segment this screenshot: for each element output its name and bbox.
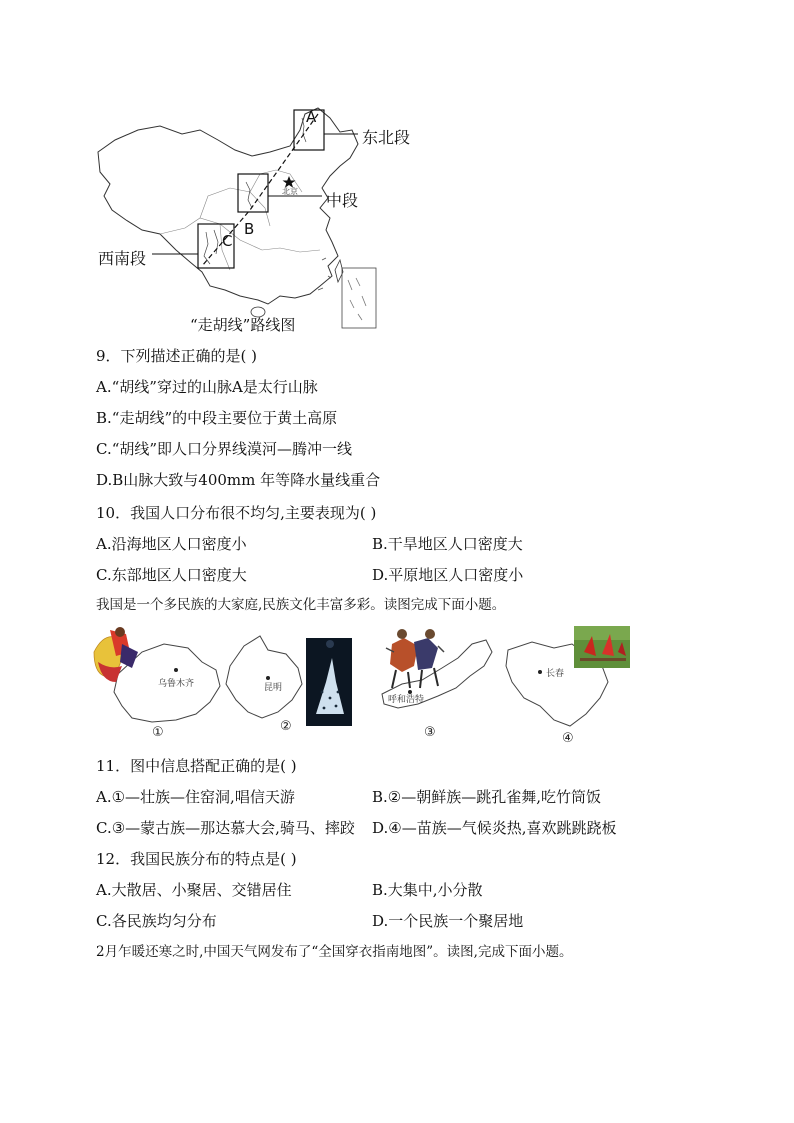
city-dot-urumqi xyxy=(174,668,178,672)
city-label-kunming: 昆明 xyxy=(264,683,283,693)
city-dot-hohhot xyxy=(408,690,412,694)
question-10-option-b: B.干旱地区人口密度大 xyxy=(372,535,523,553)
label-c: C xyxy=(222,232,233,250)
peacock-dancer-image xyxy=(306,638,352,726)
question-12-stem: 12．我国民族分布的特点是( ) xyxy=(96,850,297,868)
question-11-option-a: A.①—壮族—住窑洞,唱信天游 xyxy=(96,788,295,806)
south-china-sea-inset xyxy=(342,268,376,328)
question-11-option-b: B.②—朝鲜族—跳孔雀舞,吃竹筒饭 xyxy=(372,788,602,806)
intro-clothing-map: 2月乍暖还寒之时,中国天气网发布了“全国穿衣指南地图”。读图,完成下面小题。 xyxy=(96,944,573,960)
question-12-option-a: A.大散居、小聚居、交错居住 xyxy=(96,881,292,899)
korean-seesaw-image xyxy=(574,626,630,668)
question-12-option-b: B.大集中,小分散 xyxy=(372,881,483,899)
city-label-hohhot: 呼和浩特 xyxy=(388,695,425,705)
beijing-star-icon xyxy=(283,176,296,188)
question-12-option-d: D.一个民族一个聚居地 xyxy=(372,912,524,930)
label-southwest-section: 西南段 xyxy=(98,249,147,268)
label-middle-section: 中段 xyxy=(326,191,359,210)
map-number-3: ③ xyxy=(424,725,436,740)
map-number-1: ① xyxy=(152,725,164,740)
question-9-option-d: D.B山脉大致与400mm 年等降水量线重合 xyxy=(96,471,381,489)
mongolian-wrestlers-image xyxy=(386,629,444,688)
intro-ethnic: 我国是一个多民族的大家庭,民族文化丰富多彩。读图完成下面小题。 xyxy=(96,597,506,613)
question-10-option-a: A.沿海地区人口密度小 xyxy=(96,535,247,553)
question-10-stem: 10．我国人口分布很不均匀,主要表现为( ) xyxy=(96,504,377,522)
ethnic-maps-row xyxy=(92,622,652,744)
question-9-stem: 9．下列描述正确的是( ) xyxy=(96,347,258,365)
question-11-stem: 11．图中信息搭配正确的是( ) xyxy=(96,757,297,775)
question-11-option-c: C.③—蒙古族—那达慕大会,骑马、摔跤 xyxy=(96,819,355,837)
question-9-option-c: C.“胡线”即人口分界线漠河—腾冲一线 xyxy=(96,440,353,458)
china-border xyxy=(98,108,358,304)
label-northeast-section: 东北段 xyxy=(362,128,411,147)
city-label-changchun: 长春 xyxy=(546,669,565,679)
question-10-option-c: C.东部地区人口密度大 xyxy=(96,566,247,584)
label-b: B xyxy=(244,220,255,238)
question-12-option-c: C.各民族均匀分布 xyxy=(96,912,217,930)
question-9-option-a: A.“胡线”穿过的山脉A是太行山脉 xyxy=(96,378,318,396)
city-dot-kunming xyxy=(266,676,270,680)
question-9-option-b: B.“走胡线”的中段主要位于黄土高原 xyxy=(96,409,338,427)
map-yunnan xyxy=(226,636,302,718)
city-label-urumqi: 乌鲁木齐 xyxy=(158,679,195,689)
question-11-option-d: D.④—苗族—气候炎热,喜欢跳跳跷板 xyxy=(372,819,617,837)
question-10-option-d: D.平原地区人口密度小 xyxy=(372,566,524,584)
map-caption: “走胡线”路线图 xyxy=(190,316,296,334)
route-map-figure xyxy=(90,100,420,340)
label-a: A xyxy=(306,108,317,126)
uyghur-dancer-image xyxy=(94,627,138,682)
ethnic-maps-svg xyxy=(92,622,652,744)
city-dot-changchun xyxy=(538,670,542,674)
map-number-2: ② xyxy=(280,719,292,734)
beijing-label: 北京 xyxy=(282,187,298,196)
map-number-4: ④ xyxy=(562,731,574,744)
